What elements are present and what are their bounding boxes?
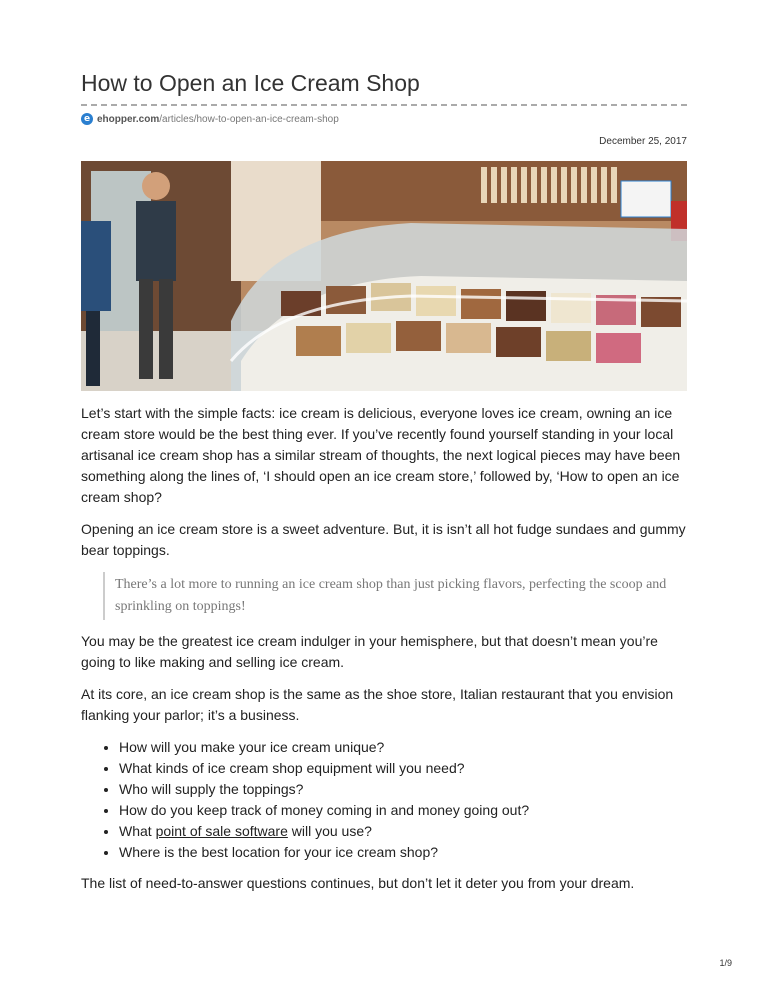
list-item: [119, 821, 687, 842]
hero-image: [81, 161, 687, 391]
title-divider: [81, 104, 687, 106]
point-of-sale-link[interactable]: point of sale software: [155, 823, 288, 839]
paragraph-intro: Let’s start with the simple facts: ice cream is delicious, everyone loves ice cream, owning an ice cream store would be the best thing ever. If you’ve recently found yourself standing in your local artisanal ice cream shop has a similar stream of thoughts, the next logical pieces may have been something along the lines of, ‘I should open an ice cream store,’ followed by, ‘How to open an ice cream shop?: [81, 405, 681, 505]
paragraph-business: At its core, an ice cream shop is the same as the shoe store, Italian restaurant that you envision flanking your parlor; it’s a business.: [81, 686, 674, 723]
paragraph-closing: The list of need-to-answer questions continues, but don’t let it deter you from your dream.: [81, 875, 635, 891]
pull-quote: There’s a lot more to running an ice cream shop than just picking flavors, perfecting the scoop and sprinkling on toppings!: [103, 572, 687, 620]
article-body: [81, 403, 687, 894]
page-title: How to Open an Ice Cream Shop: [81, 70, 420, 96]
ehopper-logo-icon: e: [81, 113, 93, 125]
source-domain[interactable]: ehopper.com: [97, 113, 160, 125]
source-line: [81, 112, 687, 126]
page-number: 1/9: [719, 958, 732, 968]
paragraph-adventure: Opening an ice cream store is a sweet adventure. But, it is isn’t all hot fudge sundaes and gummy bear toppings.: [81, 521, 686, 558]
list-item: • How do you keep track of money coming in and money going out?: [119, 800, 687, 821]
list-item: • How will you make your ice cream unique?: [119, 737, 687, 758]
list-item-text-after: will you use?: [287, 823, 372, 839]
publish-date: December 25, 2017: [599, 136, 687, 147]
list-item: • Who will supply the toppings?: [119, 779, 687, 800]
questions-list: [81, 737, 687, 863]
list-item: • Where is the best location for your ice cream shop?: [119, 842, 687, 863]
source-path[interactable]: /articles/how-to-open-an-ice-cream-shop: [159, 113, 339, 125]
article: [81, 68, 687, 905]
ice-cream-display-case-photo: [81, 161, 687, 391]
list-item: • What kinds of ice cream shop equipment will you need?: [119, 758, 687, 779]
paragraph-indulger: You may be the greatest ice cream indulger in your hemisphere, but that doesn’t mean you’re going to like making and selling ice cream.: [81, 633, 658, 670]
list-item-text-before: What: [119, 823, 156, 839]
